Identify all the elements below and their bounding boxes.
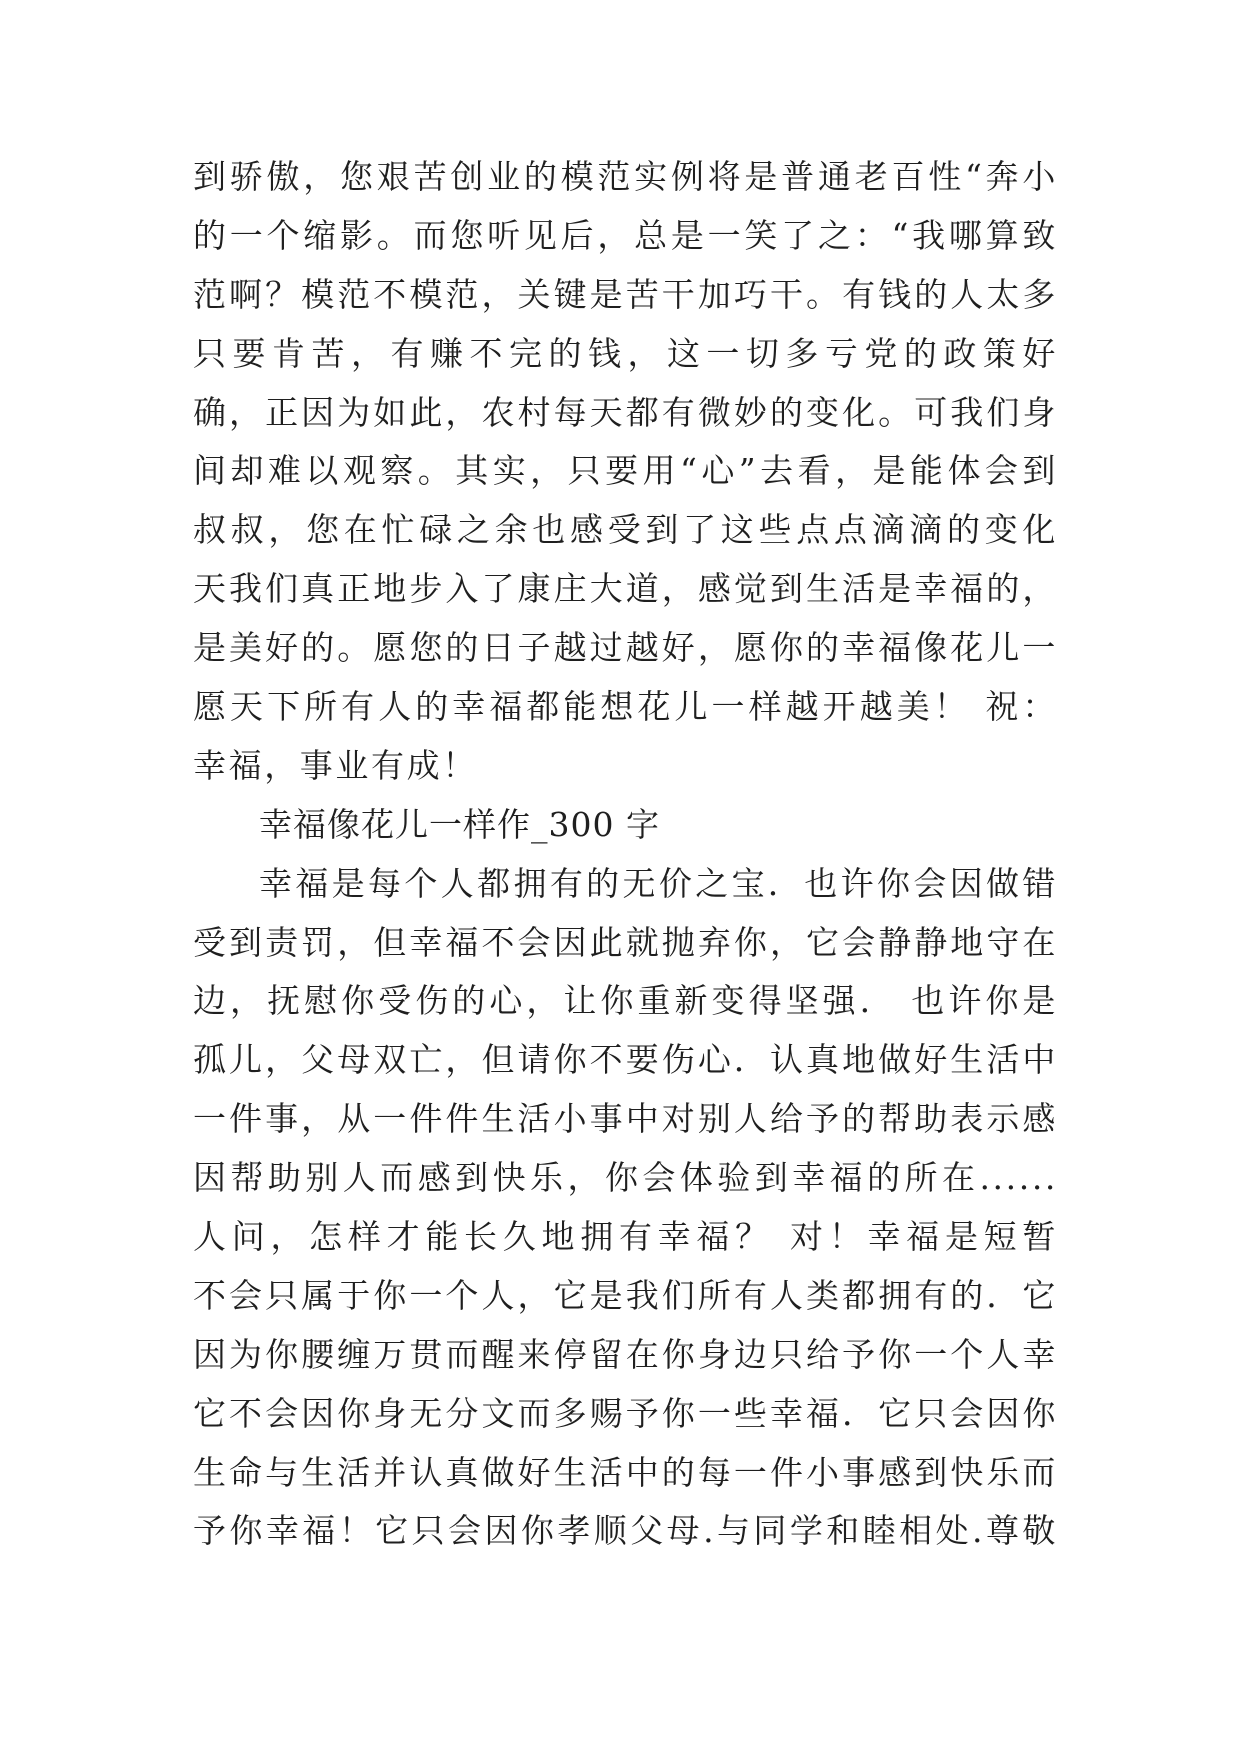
text-line: 因为你腰缠万贯而醒来停留在你身边只给予你一个人幸 [193,1334,1058,1374]
text-line: 因帮助别人而感到快乐，你会体验到幸福的所在...... [193,1158,1058,1198]
text-line: 的一个缩影。而您听见后，总是一笑了之：“我哪算致 [193,215,1058,255]
text-line: 不会只属于你一个人，它是我们所有人类都拥有的．它 [193,1275,1058,1315]
text-line: 范啊？模范不模范，关键是苦干加巧干。有钱的人太多 [193,274,1058,314]
text-line: 天我们真正地步入了康庄大道，感觉到生活是幸福的， [193,569,1058,609]
text-line: 幸福，事业有成！ [193,745,478,785]
text-line: 间却难以观察。其实，只要用“心”去看，是能体会到 [193,451,1058,491]
text-line: 予你幸福！它只会因你孝顺父母.与同学和睦相处.尊敬 [193,1511,1058,1551]
text-line: 生命与生活并认真做好生活中的每一件小事感到快乐而 [193,1452,1058,1492]
text-line: 边，抚慰你受伤的心，让你重新变得坚强． 也许你是 [193,981,1058,1021]
text-line: 它不会因你身无分文而多赐予你一些幸福．它只会因你 [193,1393,1058,1433]
paragraph-first-line: 幸福是每个人都拥有的无价之宝．也许你会因做错 [259,863,1058,903]
document-body [193,148,1058,1561]
text-line: 到骄傲，您艰苦创业的模范实例将是普通老百性“奔小 [193,157,1058,196]
section-title: 幸福像花儿一样作_300 字 [259,804,660,844]
text-line: 确，正因为如此，农村每天都有微妙的变化。可我们身 [193,392,1058,432]
text-line: 人问，怎样才能长久地拥有幸福？ 对！幸福是短暂 [193,1217,1058,1257]
text-line: 是美好的。愿您的日子越过越好，愿你的幸福像花儿一 [193,628,1058,668]
text-line: 一件事，从一件件生活小事中对别人给予的帮助表示感 [193,1099,1058,1139]
text-line: 叔叔，您在忙碌之余也感受到了这些点点滴滴的变化 [193,510,1058,550]
text-line: 孤儿，父母双亡，但请你不要伤心．认真地做好生活中 [193,1040,1058,1080]
text-line: 只要肯苦，有赚不完的钱，这一切多亏党的政策好 [193,333,1058,373]
text-line: 受到责罚，但幸福不会因此就抛弃你，它会静静地守在 [193,922,1058,962]
text-line: 愿天下所有人的幸福都能想花儿一样越开越美！ 祝： [193,687,1058,727]
